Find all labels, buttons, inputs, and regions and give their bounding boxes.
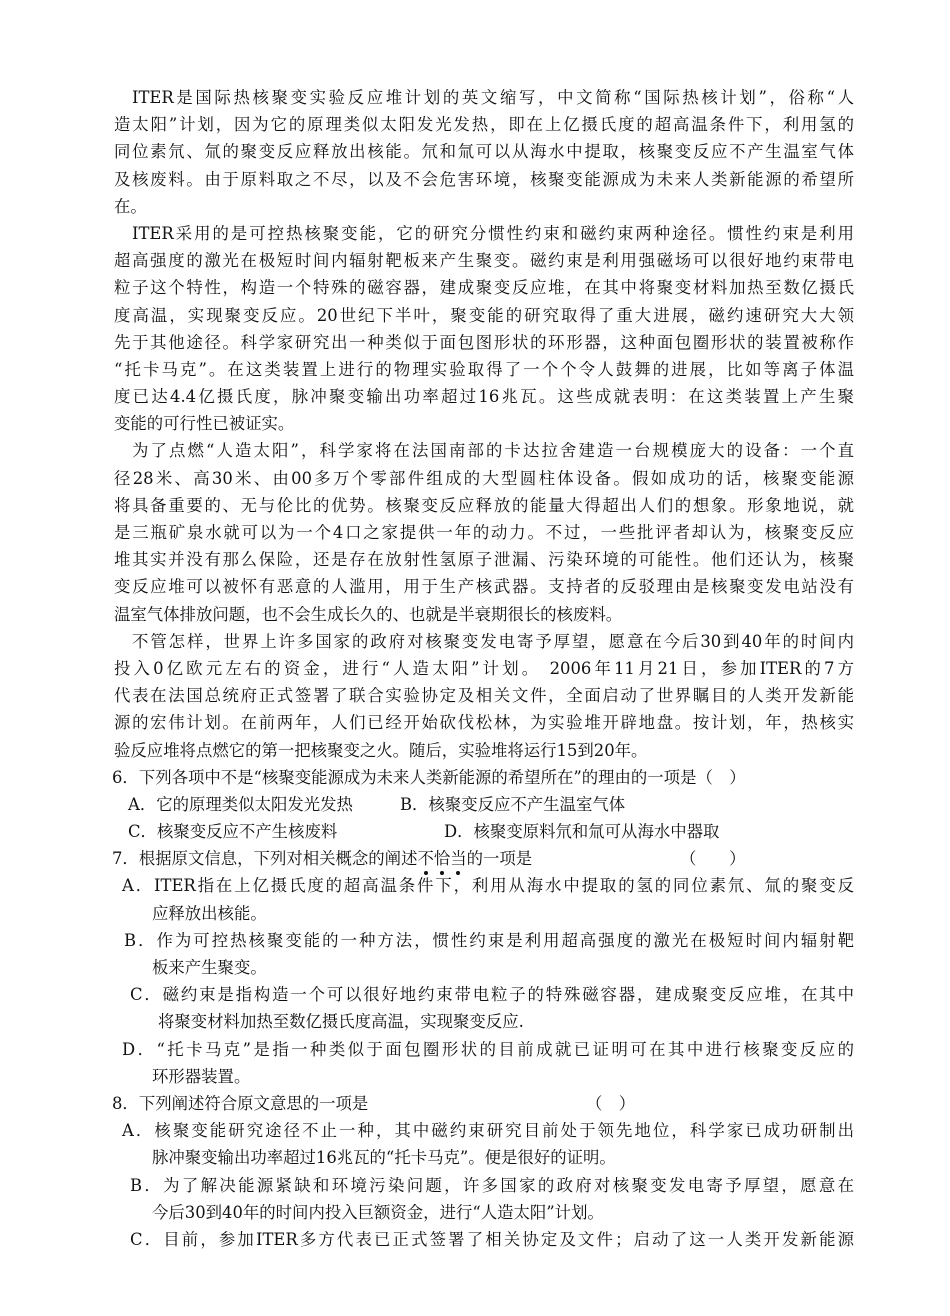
text-line: 径28米、高30米、由00多万个零部件组成的大型圆柱体设备。假如成功的话，核聚变能源 xyxy=(114,468,854,488)
text-line: 度高温，实现聚变反应。20世纪下半叶，聚变能的研究取得了重大进展，磁约速研究大大领 xyxy=(114,305,854,325)
paragraph-2 xyxy=(114,220,854,438)
option-row xyxy=(114,818,854,845)
text-line: 及核废料。由于原料取之不尽，以及不会危害环境，核聚变能源成为未来人类新能源的希望所 xyxy=(114,169,854,189)
stem-text: 7．根据原文信息，下列对相关概念的阐述 xyxy=(112,849,418,869)
paragraph-3 xyxy=(114,437,854,627)
document-page xyxy=(114,84,854,1253)
question-stem xyxy=(112,845,854,872)
option-label: A． xyxy=(122,1121,155,1141)
text-line: 变反应堆可以被怀有恶意的人滥用，用于生产核武器。支持者的反驳理由是核聚变发电站没有 xyxy=(114,577,854,597)
option-text: 为了解决能源紧缺和环境污染问题，许多国家的政府对核聚变发电寄予厚望，愿意在 xyxy=(163,1175,855,1195)
text-line: 温室气体排放问题，也不会生成长久的、也就是半衰期很长的核废料。 xyxy=(114,604,623,624)
emphasis-char: 恰 xyxy=(434,845,450,872)
text-line: 不管怎样，世界上许多国家的政府对核聚变发电寄予厚望，愿意在今后30到40年的时间内 xyxy=(132,631,854,651)
text-line: 代表在法国总统府正式签署了联合实验协定及相关文件，全面启动了世界瞩目的人类开发新能 xyxy=(114,686,854,706)
option-label: A． xyxy=(122,876,155,896)
paragraph-4 xyxy=(114,628,854,764)
text-line: ITER采用的是可控热核聚变能，它的研究分惯性约束和磁约束两种途径。惯性约束是利用 xyxy=(132,223,854,243)
text-line: 先于其他途径。科学家研究出一种类似于面包图形状的环形器，这种面包圈形状的装置被称作 xyxy=(114,332,854,352)
paragraph-1 xyxy=(114,84,854,220)
option-d[interactable]: D．核聚变原料氘和氚可从海水中器取 xyxy=(444,822,720,842)
text-line: 粒子这个特性，构造一个特殊的磁容器，建成聚变反应堆，在其中将聚变材料加热至数亿摄氏 xyxy=(114,278,854,298)
option-label: C． xyxy=(130,985,163,1005)
text-line: 源的宏伟计划。在前两年，人们已经开始砍伐松林，为实验堆开辟地盘。按计划，年，热核实 xyxy=(114,713,854,733)
text-line: 造太阳”计划，因为它的原理类似太阳发光发热，即在上亿摄氏度的超高温条件下，利用氢的 xyxy=(114,115,854,135)
option-b[interactable]: B．核聚变反应不产生温室气体 xyxy=(400,794,626,814)
text-line: 度已达4.4亿摄氏度，脉冲聚变输出功率超过16兆瓦。这些成就表明：在这类装置上产生聚 xyxy=(114,387,854,407)
option-a[interactable] xyxy=(114,872,854,899)
stem-text: 8．下列阐述符合原文意思的一项是 xyxy=(112,1093,369,1113)
option-text: 核聚变能研究途径不止一种，其中磁约束研究目前处于领先地位，科学家已成功研制出 xyxy=(154,1121,855,1141)
text-line: 验反应堆将点燃它的第一把核聚变之火。随后，实验堆将运行15到20年。 xyxy=(114,740,648,760)
option-c[interactable] xyxy=(114,1226,854,1253)
question-stem: 6．下列各项中不是“核聚变能源成为未来人类新能源的希望所在”的理由的一项是（ ） xyxy=(112,767,746,787)
option-b[interactable] xyxy=(114,927,854,954)
option-row xyxy=(114,791,854,818)
option-label: C． xyxy=(130,1229,164,1249)
question-8 xyxy=(114,1090,854,1253)
text-line: 超高强度的激光在极短时间内辐射靶板来产生聚变。磁约束是利用强磁场可以很好地约束带电 xyxy=(114,251,854,271)
text-line: 为了点燃“人造太阳”，科学家将在法国南部的卡达拉舍建造一台规模庞大的设备：一个直 xyxy=(132,441,854,461)
option-text: 磁约束是指构造一个可以很好地约束带电粒子的特殊磁容器，建成聚变反应堆，在其中 xyxy=(162,985,854,1005)
question-stem xyxy=(112,1090,854,1117)
option-label: B． xyxy=(130,1175,164,1195)
answer-parentheses[interactable]: （ ） xyxy=(680,849,746,869)
text-line: 是三瓶矿泉水就可以为一个4口之家提供一年的动力。不过，一些批评者却认为，核聚变反应 xyxy=(114,523,854,542)
text-line: ITER是国际热核聚变实验反应堆计划的英文缩写，中文简称“国际热核计划”，俗称“人 xyxy=(132,88,854,107)
option-text: ITER指在上亿摄氏度的超高温条件下，利用从海水中提取的氢的同位素氘、氚的聚变反 xyxy=(154,876,855,896)
question-7 xyxy=(114,845,854,1090)
text-line: 堆其实并没有那么保险，还是存在放射性氢原子泄漏、污染环境的可能性。他们还认为，核聚 xyxy=(114,550,854,570)
answer-parentheses[interactable]: （ ） xyxy=(586,1093,636,1113)
stem-text: 的一项是 xyxy=(466,849,533,869)
text-line: “托卡马克”。在这类装置上进行的物理实验取得了一个个令人鼓舞的进展，比如等离子体温 xyxy=(114,359,854,379)
text-line: 投入0亿欧元左右的资金，进行“人造太阳”计划。 2006年11月21日，参加ITER的7方 xyxy=(114,658,854,678)
option-a[interactable] xyxy=(114,1117,854,1144)
option-a[interactable]: A．它的原理类似太阳发光发热 xyxy=(128,794,353,814)
emphasis-char: 当 xyxy=(450,845,466,872)
option-c[interactable]: C．核聚变反应不产生核废料 xyxy=(128,822,338,842)
option-a-cont: 应释放出核能。 xyxy=(152,903,267,923)
option-label: D． xyxy=(122,1039,157,1059)
option-text: 作为可控热核聚变能的一种方法，惯性约束是利用超高强度的激光在极短时间内辐射靶 xyxy=(156,930,855,950)
question-6 xyxy=(114,764,854,846)
text-line: 同位素氘、氚的聚变反应释放出核能。氘和氚可以从海水中提取，核聚变反应不产生温室气体 xyxy=(114,142,854,162)
option-a-cont: 脉冲聚变输出功率超过16兆瓦的“托卡马克”。便是很好的证明。 xyxy=(152,1148,616,1168)
text-line: 将具备重要的、无与伦比的优势。核聚变反应释放的能量大得超出人们的想象。形象地说，就 xyxy=(114,495,854,515)
option-d[interactable] xyxy=(114,1036,854,1063)
option-b-cont: 今后30到40年的时间内投入巨额资金，进行“人造太阳”计划。 xyxy=(152,1202,604,1222)
option-b-cont: 板来产生聚变。 xyxy=(152,958,267,977)
option-b[interactable] xyxy=(114,1172,854,1199)
emphasis-char: 不 xyxy=(417,845,433,872)
option-d-cont: 环形器装置。 xyxy=(152,1066,251,1086)
option-text: 目前，参加ITER多方代表已正式签署了相关协定及文件；启动了这一人类开发新能源 xyxy=(163,1229,854,1249)
text-line: 变能的可行性已被证实。 xyxy=(114,414,295,434)
option-label: B． xyxy=(124,930,157,950)
option-c-cont: 将聚变材料加热至数亿摄氏度高温，实现聚变反应. xyxy=(158,1012,524,1032)
text-line: 在。 xyxy=(114,196,147,216)
option-text: “托卡马克”是指一种类似于面包圈形状的目前成就已证明可在其中进行核聚变反应的 xyxy=(156,1039,854,1059)
option-c[interactable] xyxy=(114,981,854,1008)
